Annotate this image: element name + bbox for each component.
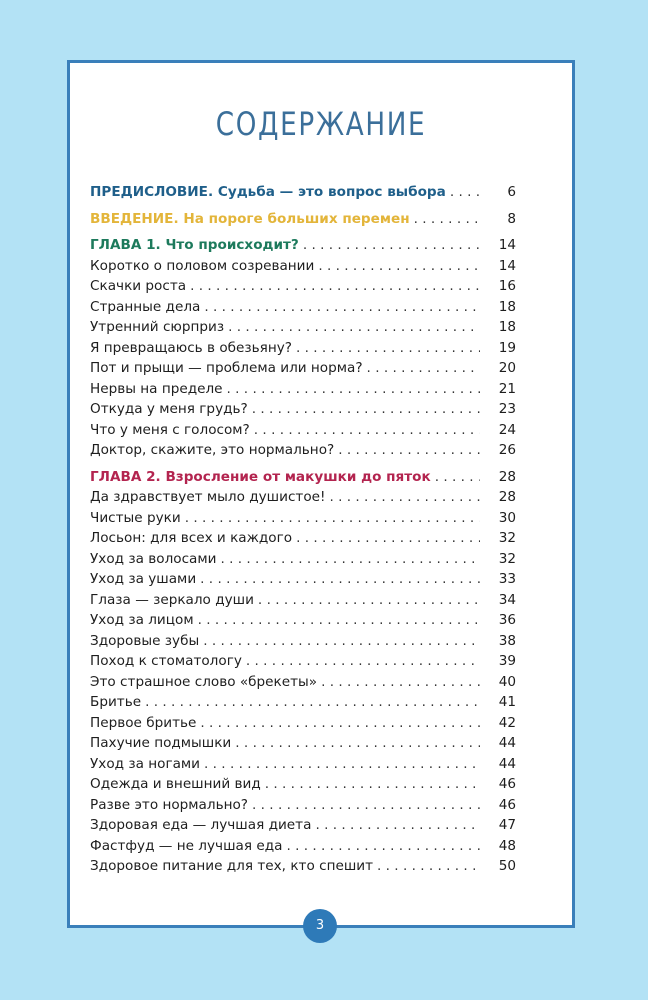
toc-entry-title: ВВЕДЕНИЕ. На пороге больших перемен	[90, 210, 410, 227]
toc-section-chapter1	[90, 237, 516, 258]
dot-leader	[254, 422, 480, 438]
toc-entry-page: 42	[498, 714, 516, 731]
dot-leader	[252, 797, 480, 813]
dot-leader	[315, 817, 480, 833]
toc-entry-title: Глаза — зеркало души	[90, 591, 254, 608]
dot-leader	[367, 360, 480, 376]
page-title: СОДЕРЖАНИЕ	[215, 105, 427, 143]
dot-leader	[185, 510, 480, 526]
dot-leader	[200, 571, 480, 587]
toc-entry-title: Я превращаюсь в обезьяну?	[90, 339, 292, 356]
dot-leader	[258, 592, 480, 608]
toc-entry-title: ПРЕДИСЛОВИЕ. Судьба — это вопрос выбора	[90, 184, 446, 200]
dot-leader	[200, 715, 480, 731]
dot-leader	[450, 184, 480, 200]
dot-leader	[329, 489, 480, 505]
toc-entry-title: Уход за ногами	[90, 755, 201, 772]
toc-entry-page: 16	[498, 278, 516, 294]
dot-leader	[286, 838, 480, 854]
toc-entry-page: 40	[498, 673, 516, 690]
toc-entry-page: 41	[498, 694, 516, 710]
toc-section-chapter2	[90, 469, 516, 490]
dot-leader	[265, 776, 480, 792]
toc-entry-title: Коротко о половом созревании	[90, 257, 315, 274]
toc-entry-page: 6	[507, 184, 516, 200]
dot-leader	[252, 401, 480, 417]
toc-section-intro	[90, 211, 516, 232]
dot-leader	[296, 340, 480, 356]
toc-entry-page: 24	[498, 421, 516, 438]
toc-entry-title: Первое бритье	[90, 714, 197, 731]
toc-entry-title: Уход за лицом	[90, 612, 194, 628]
dot-leader	[228, 319, 480, 335]
toc-entry	[90, 401, 516, 422]
toc-entry-title: Пот и прыщи — проблема или норма?	[90, 360, 363, 376]
toc-entry-title: Утренний сюрприз	[90, 319, 225, 335]
toc-entry-title: Скачки роста	[90, 278, 187, 294]
toc-entry	[90, 422, 516, 443]
toc-entry-title: Да здравствует мыло душистое!	[90, 489, 326, 505]
dot-leader	[203, 633, 480, 649]
dot-leader	[303, 237, 480, 253]
toc-entry-title: ГЛАВА 1. Что происходит?	[90, 237, 299, 253]
table-of-contents	[90, 184, 516, 879]
toc-entry-title: Что у меня с голосом?	[90, 421, 250, 438]
toc-entry-page: 28	[498, 468, 516, 485]
dot-leader	[377, 858, 480, 874]
toc-entry	[90, 797, 516, 818]
toc-entry-title: Уход за волосами	[90, 550, 217, 567]
page-number-badge: 3	[303, 909, 337, 943]
toc-entry-title: Бритье	[90, 694, 142, 710]
toc-entry-title: Откуда у меня грудь?	[90, 401, 248, 417]
dot-leader	[435, 469, 480, 485]
toc-entry-title: Здоровое питание для тех, кто спешит	[90, 858, 374, 874]
toc-entry-page: 44	[498, 735, 516, 751]
toc-entry	[90, 571, 516, 592]
dot-leader	[190, 278, 480, 294]
toc-entry	[90, 442, 516, 463]
toc-entry-page: 28	[498, 489, 516, 505]
toc-entry-title: Одежда и внешний вид	[90, 776, 261, 792]
toc-entry	[90, 360, 516, 381]
dot-leader	[145, 694, 480, 710]
toc-entry-title: Здоровые зубы	[90, 632, 200, 649]
toc-entry-title: Странные дела	[90, 298, 201, 315]
toc-entry-page: 33	[498, 571, 516, 587]
dot-leader	[321, 674, 480, 690]
toc-entry	[90, 489, 516, 510]
toc-entry-title: Чистые руки	[90, 509, 181, 526]
toc-entry	[90, 694, 516, 715]
toc-entry-page: 30	[498, 509, 516, 526]
toc-entry	[90, 756, 516, 777]
toc-entry-page: 46	[498, 796, 516, 813]
toc-entry-page: 32	[498, 530, 516, 546]
toc-entry	[90, 735, 516, 756]
toc-entry	[90, 278, 516, 299]
toc-entry	[90, 776, 516, 797]
toc-entry-page: 21	[498, 380, 516, 397]
toc-entry	[90, 258, 516, 279]
dot-leader	[220, 551, 480, 567]
toc-entry	[90, 858, 516, 879]
toc-entry-title: Доктор, скажите, это нормально?	[90, 442, 335, 458]
toc-entry-page: 32	[498, 550, 516, 567]
toc-entry-title: ГЛАВА 2. Взросление от макушки до пяток	[90, 468, 431, 485]
toc-entry	[90, 340, 516, 361]
toc-entry-title: Фастфуд — не лучшая еда	[90, 837, 283, 854]
toc-entry	[90, 381, 516, 402]
toc-entry-page: 14	[498, 257, 516, 274]
toc-entry-page: 38	[498, 632, 516, 649]
dot-leader	[198, 612, 480, 628]
toc-entry	[90, 817, 516, 838]
dot-leader	[414, 211, 480, 227]
dot-leader	[235, 735, 480, 751]
toc-entry	[90, 838, 516, 859]
toc-entry	[90, 674, 516, 695]
toc-entry-page: 18	[498, 298, 516, 315]
toc-entry-title: Это страшное слово «брекеты»	[90, 673, 318, 690]
dot-leader	[227, 381, 480, 397]
toc-entry	[90, 715, 516, 736]
toc-entry	[90, 612, 516, 633]
dot-leader	[338, 442, 480, 458]
dot-leader	[204, 756, 480, 772]
toc-entry-page: 50	[498, 858, 516, 874]
dot-leader	[246, 653, 480, 669]
toc-entry-page: 20	[498, 360, 516, 376]
toc-entry-page: 34	[498, 591, 516, 608]
dot-leader	[318, 258, 480, 274]
toc-entry-page: 39	[498, 653, 516, 669]
toc-entry	[90, 592, 516, 613]
toc-entry-title: Пахучие подмышки	[90, 735, 232, 751]
toc-entry-title: Здоровая еда — лучшая диета	[90, 817, 312, 833]
toc-entry-page: 47	[498, 817, 516, 833]
toc-entry-page: 48	[498, 837, 516, 854]
toc-entry-page: 44	[498, 755, 516, 772]
book-page	[67, 60, 575, 928]
toc-entry	[90, 653, 516, 674]
toc-entry-page: 23	[498, 401, 516, 417]
toc-entry-page: 19	[498, 339, 516, 356]
toc-entry	[90, 299, 516, 320]
toc-entry	[90, 551, 516, 572]
toc-entry-page: 14	[498, 237, 516, 253]
toc-entry-title: Лосьон: для всех и каждого	[90, 530, 293, 546]
toc-entry-page: 26	[498, 442, 516, 458]
toc-entry-page: 36	[498, 612, 516, 628]
toc-entry-title: Нервы на пределе	[90, 380, 223, 397]
toc-entry	[90, 633, 516, 654]
toc-entry-title: Поход к стоматологу	[90, 653, 242, 669]
toc-entry-title: Уход за ушами	[90, 571, 197, 587]
toc-entry-page: 18	[498, 319, 516, 335]
toc-section-preface	[90, 184, 516, 205]
toc-entry-page: 8	[507, 210, 516, 227]
toc-entry	[90, 510, 516, 531]
dot-leader	[204, 299, 480, 315]
toc-entry-page: 46	[498, 776, 516, 792]
toc-entry	[90, 319, 516, 340]
dot-leader	[296, 530, 480, 546]
toc-entry	[90, 530, 516, 551]
toc-entry-title: Разве это нормально?	[90, 796, 249, 813]
